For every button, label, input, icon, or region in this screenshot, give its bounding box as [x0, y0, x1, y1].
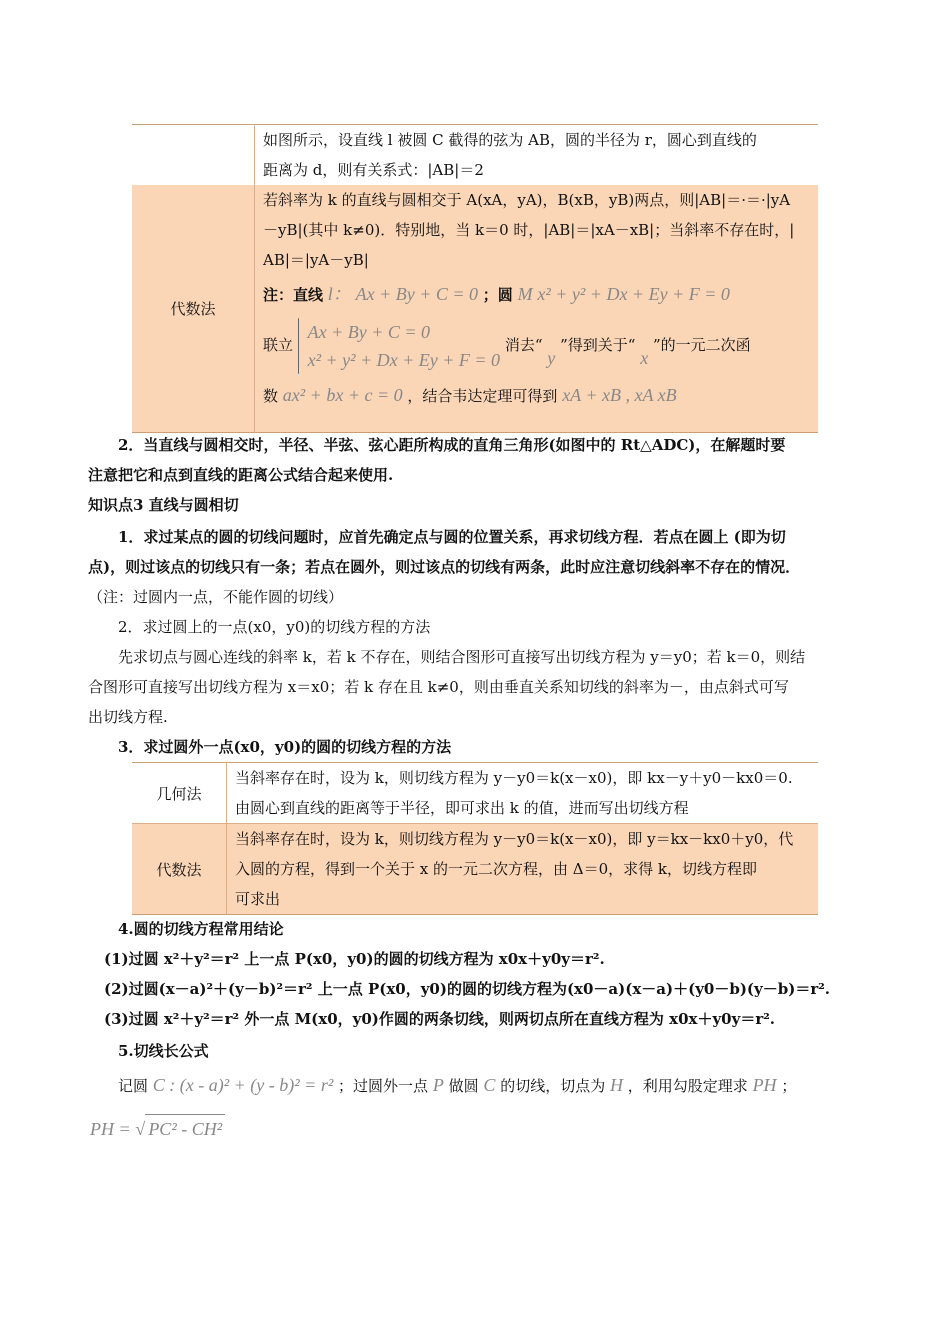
- paragraph-line: 注意把它和点到直线的距离公式结合起来使用.: [88, 466, 394, 484]
- text-line: 距离为 d，则有关系式：|AB|＝2: [263, 161, 484, 179]
- segment-symbol: PH: [752, 1075, 777, 1095]
- sqrt-icon: √: [135, 1119, 146, 1139]
- subsection-title: 3．求过圆外一点(x0，y0)的圆的切线方程的方法: [118, 738, 452, 756]
- var-x: x: [640, 348, 649, 368]
- point-symbol: C: [483, 1075, 496, 1095]
- method-label: 代数法: [156, 860, 202, 879]
- formula-radicand: PC² - CH²: [145, 1114, 225, 1143]
- paragraph-line: （注：过圆内一点，不能作圆的切线）: [88, 588, 344, 606]
- paragraph-line: 合图形可直接写出切线方程为 x＝x0；若 k 存在且 k≠0，则由垂直关系知切线的斜率为－，由点斜式可写: [88, 678, 789, 696]
- line-symbol: l：: [327, 284, 351, 304]
- table-cell-label: [132, 824, 227, 915]
- text-segment: 做圆: [448, 1077, 479, 1095]
- tangent-length-formula: [90, 1114, 225, 1144]
- join-mid: ”的一元二次函: [652, 336, 751, 354]
- system-eq-2: x² + y² + Dx + Ey + F = 0: [307, 350, 501, 370]
- text-segment: ；: [781, 1077, 797, 1095]
- table-cell-empty: [132, 125, 255, 186]
- tangent-method-table: [132, 762, 818, 915]
- paragraph-line: 2．当直线与圆相交时，半径、半弦、弦心距所构成的直角三角形(如图中的 Rt△ADC)，在解题时要: [118, 436, 786, 454]
- vieta-mid: ，结合韦达定理可得到: [407, 387, 558, 405]
- point-symbol: H: [609, 1075, 623, 1095]
- text-line: 若斜率为 k 的直线与圆相交于 A(xA，yA)，B(xB，yB)两点，则|AB|＝·＝·|yA: [263, 191, 791, 209]
- text-segment: 记圆: [118, 1077, 149, 1095]
- join-mid: 消去“: [504, 336, 543, 354]
- note-line: [263, 275, 818, 313]
- method-label: 代数法: [170, 300, 216, 318]
- table-row: [132, 185, 818, 433]
- vieta-prefix: 数: [263, 387, 279, 405]
- circle-equation: x² + y² + Dx + Ey + F = 0: [537, 284, 730, 304]
- table-cell-label: [132, 763, 227, 824]
- conclusion-item: (3)过圆 x²＋y²＝r² 外一点 M(x0，y0)作圆的两条切线，则两切点所在直线方程为 x0x＋y0y＝r².: [104, 1010, 776, 1028]
- section-title: 知识点3 直线与圆相切: [88, 496, 239, 514]
- point-symbol: P: [432, 1075, 444, 1095]
- table-row: [132, 763, 818, 824]
- table-row: [132, 125, 818, 186]
- system-eq-1: Ax + By + C = 0: [307, 322, 430, 342]
- chord-length-table: [132, 124, 818, 433]
- vieta-result: xA + xB , xA xB: [562, 385, 677, 405]
- text-line: 当斜率存在时，设为 k，则切线方程为 y－y0＝k(x－x0)，即 kx－y＋y0－kx0＝0.: [235, 769, 793, 787]
- table-cell: [227, 824, 819, 915]
- table-cell: [255, 185, 819, 433]
- text-line: 如图所示，设直线 l 被圆 C 截得的弦为 AB，圆的半径为 r，圆心到直线的: [263, 131, 757, 149]
- text-segment: ；过圆外一点: [338, 1077, 429, 1095]
- text-segment: 的切线，切点为: [500, 1077, 606, 1095]
- var-y: y: [547, 348, 556, 368]
- circle-symbol: M: [517, 284, 533, 304]
- text-line: －yB|(其中 k≠0)．特别地，当 k＝0 时，|AB|＝|xA－xB|；当斜率不存在时，|: [263, 221, 795, 239]
- text-line: 当斜率存在时，设为 k，则切线方程为 y－y0＝k(x－x0)，即 y＝kx－kx0＋y0，代: [235, 830, 794, 848]
- subsection-title: 4.圆的切线方程常用结论: [118, 920, 284, 938]
- formula-lhs: PH =: [90, 1119, 131, 1139]
- subsection-title: 5.切线长公式: [118, 1042, 209, 1060]
- text-line: 入圆的方程，得到一个关于 x 的一元二次方程，由 Δ＝0，求得 k，切线方程即: [235, 860, 758, 878]
- circle-equation: C : (x - a)² + (y - b)² = r²: [152, 1075, 334, 1095]
- text-line: 由圆心到直线的距离等于半径，即可求出 k 的值，进而写出切线方程: [235, 799, 689, 817]
- paragraph-line: 先求切点与圆心连线的斜率 k，若 k 不存在，则结合图形可直接写出切线方程为 y＝y0；若 k＝0，则结: [118, 648, 806, 666]
- table-cell: [255, 125, 819, 186]
- table-row: [132, 824, 818, 915]
- table-cell: [227, 763, 819, 824]
- conclusion-item: (1)过圆 x²＋y²＝r² 上一点 P(x0，y0)的圆的切线方程为 x0x＋y0y＝r².: [104, 950, 605, 968]
- join-mid: ”得到关于“: [560, 336, 636, 354]
- method-label: 几何法: [156, 784, 202, 803]
- join-line: [263, 313, 818, 375]
- subsection-title: 2．求过圆上的一点(x0，y0)的切线方程的方法: [118, 618, 431, 636]
- paragraph-line: 点)，则过该点的切线只有一条；若点在圆外，则过该点的切线有两条，此时应注意切线斜率不存在的情况．: [88, 558, 801, 576]
- vieta-line: [263, 375, 818, 415]
- paragraph-line: 1．求过某点的圆的切线问题时，应首先确定点与圆的位置关系，再求切线方程．若点在圆上 (即为切: [118, 528, 786, 546]
- paragraph-line: 出切线方程.: [88, 708, 168, 726]
- equation-system: [308, 318, 500, 374]
- line-equation: Ax + By + C = 0: [355, 284, 479, 304]
- quadratic-equation: ax² + bx + c = 0: [282, 385, 403, 405]
- text-line: AB|＝|yA－yB|: [263, 251, 369, 269]
- table-cell-label: [132, 185, 255, 433]
- note-mid: ；圆: [482, 286, 513, 304]
- conclusion-item: (2)过圆(x－a)²＋(y－b)²＝r² 上一点 P(x0，y0)的圆的切线方程为(x0－a)(x－a)＋(y0－b)(y－b)＝r².: [104, 980, 831, 998]
- brace-icon: [298, 318, 299, 374]
- note-prefix: 注：直线: [263, 286, 324, 304]
- tangent-length-line: [118, 1072, 796, 1099]
- text-line: 可求出: [235, 890, 281, 908]
- join-prefix: 联立: [263, 336, 294, 354]
- text-segment: ，利用勾股定理求: [627, 1077, 748, 1095]
